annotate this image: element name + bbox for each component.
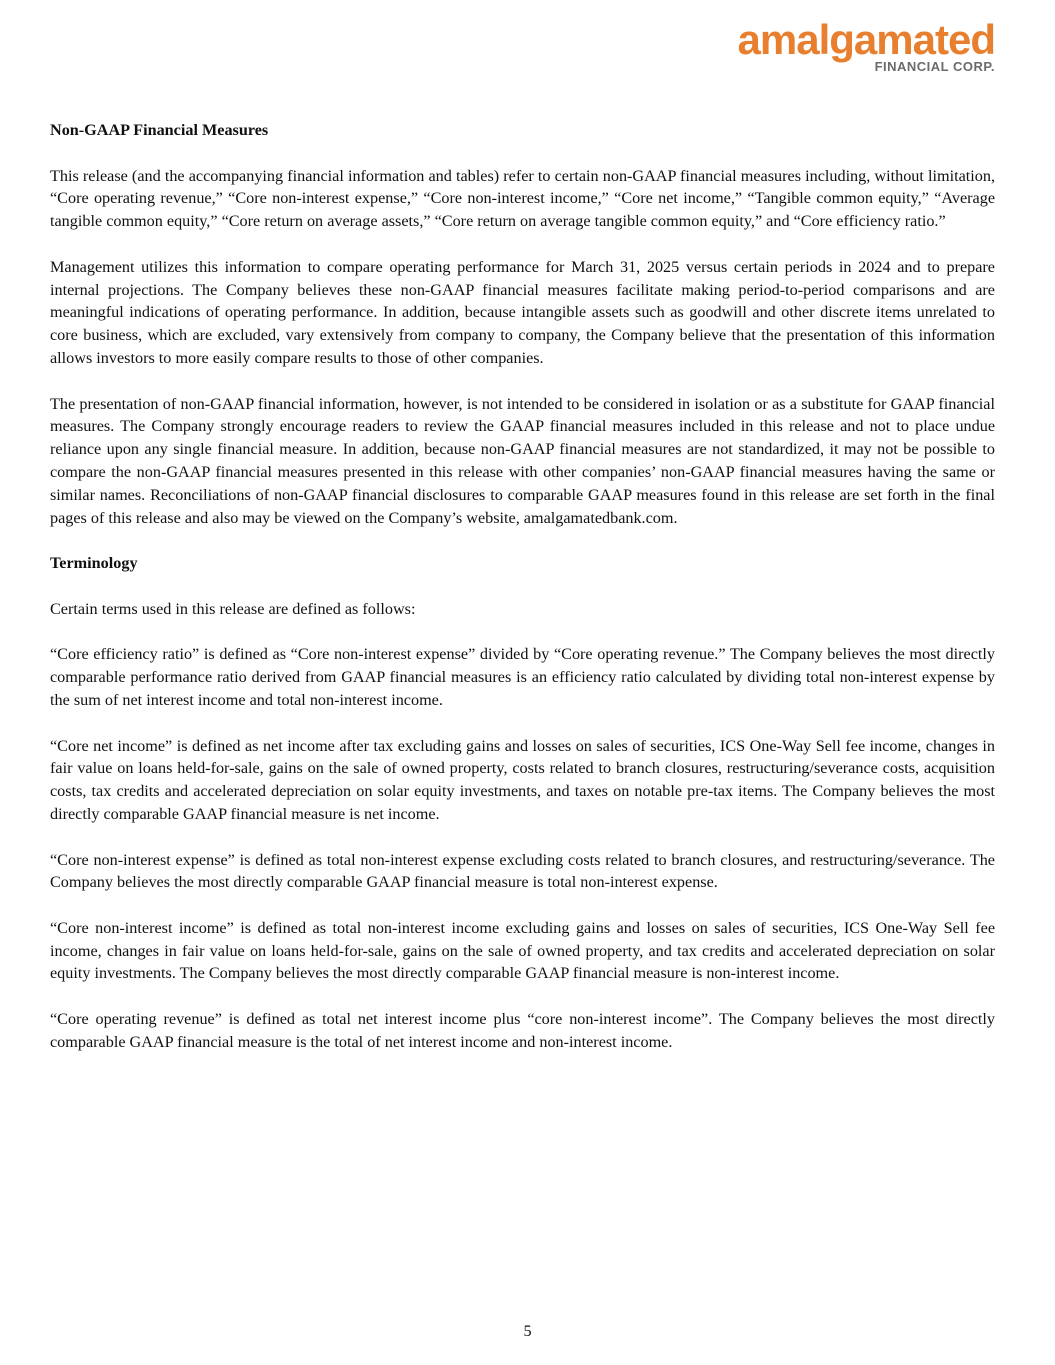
logo-brand-text: amalgamated xyxy=(737,16,995,63)
page-number: 5 xyxy=(523,1322,532,1340)
heading-non-gaap: Non-GAAP Financial Measures xyxy=(50,121,269,139)
paragraph-terminology-intro: Certain terms used in this release are defined as follows: xyxy=(50,599,416,618)
logo-subtitle-text: FINANCIAL CORP. xyxy=(874,59,995,74)
definition-core-non-interest-income: “Core non-interest income” is defined as total non-interest income excluding gains and losses on sales of securities, ICS One-Way Sell fee income, changes in fair value on loans held-for-sale, gains on the sale of owned property, and tax credits and accelerated depreciation on solar equity investments. The Company believes the most directly comparable GAAP financial measure is non-interest income. xyxy=(50,918,995,983)
paragraph-presentation-disclaimer: The presentation of non-GAAP financial information, however, is not intended to be considered in isolation or as a substitute for GAAP financial measures. The Company strongly encourage readers to review the GAAP financial measures included in this release and not to place undue reliance upon any single financial measure. In addition, because non-GAAP financial measures are not standardized, it may not be possible to compare the non-GAAP financial measures presented in this release with other companies’ non-GAAP financial measures having the same or similar names. Reconciliations of non-GAAP financial disclosures to comparable GAAP measures found in this release are set forth in the final pages of this release and also may be viewed on the Company’s website, amalgamatedbank.com. xyxy=(50,394,995,527)
definition-core-net-income: “Core net income” is defined as net income after tax excluding gains and losses on sales of securities, ICS One-Way Sell fee income, changes in fair value on loans held-for-sale, gains on the sale of owned property, costs related to branch closures, restructuring/severance costs, acquisition costs, tax credits and accelerated depreciation on solar equity investments, and taxes on notable pre-tax items. The Company believes the most directly comparable GAAP financial measure is net income. xyxy=(50,736,995,823)
company-logo xyxy=(738,18,995,74)
definition-core-efficiency-ratio: “Core efficiency ratio” is defined as “Core non-interest expense” divided by “Core operating revenue.” The Company believes the most directly comparable performance ratio derived from GAAP financial measures is an efficiency ratio calculated by dividing total non-interest expense by the sum of net interest income and total non-interest income. xyxy=(50,645,995,709)
paragraph-non-gaap-intro: This release (and the accompanying financial information and tables) refer to certain non-GAAP financial measures including, without limitation, “Core operating revenue,” “Core non-interest expense,” “Core non-interest income,” “Core net income,” “Tangible common equity,” “Average tangible common equity,” “Core return on average assets,” “Core return on average tangible common equity,” and “Core efficiency ratio.” xyxy=(50,166,995,231)
heading-terminology: Terminology xyxy=(50,554,138,573)
document-body xyxy=(50,119,995,1076)
paragraph-management-use: Management utilizes this information to compare operating performance for March 31, 2025 versus certain periods in 2024 and to prepare internal projections. The Company believes these non-GAAP financial measures facilitate making period-to-period comparisons and are meaningful indications of operating performance. In addition, because intangible assets such as goodwill and other discrete items unrelated to core business, which are excluded, vary extensively from company to company, the Company believe that the presentation of this information allows investors to more easily compare results to those of other companies. xyxy=(50,257,995,367)
definition-core-non-interest-expense: “Core non-interest expense” is defined as total non-interest expense excluding costs related to branch closures, and restructuring/severance. The Company believes the most directly comparable GAAP financial measure is total non-interest expense. xyxy=(50,850,995,892)
definition-core-operating-revenue: “Core operating revenue” is defined as total net interest income plus “core non-interest income”. The Company believes the most directly comparable GAAP financial measure is the total of net interest income and non-interest income. xyxy=(50,1010,995,1051)
